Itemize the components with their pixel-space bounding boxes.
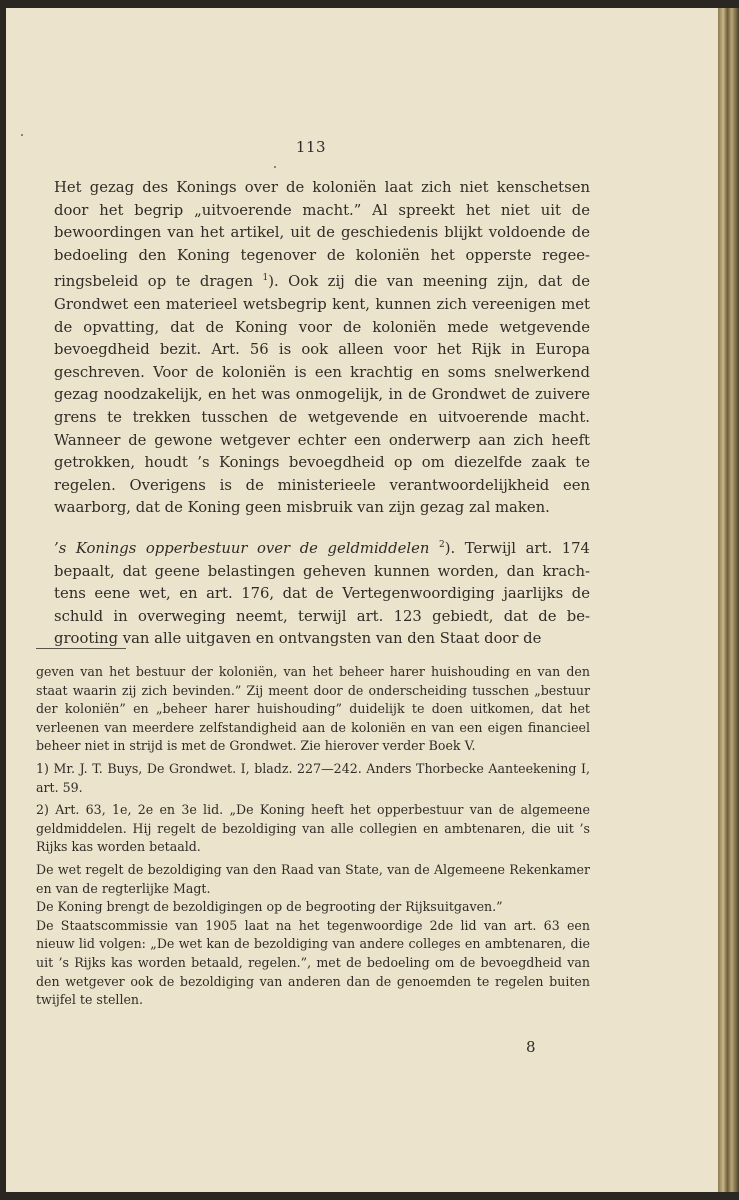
section-heading: ’s Konings opperbestuur over de geldmiddelen (54, 539, 430, 557)
speck (21, 134, 23, 136)
book-edge (718, 8, 739, 1192)
footnote-2-para-c: De Koning brengt de bezoldigingen op de begrooting der Rijksuitgaven.” (36, 899, 503, 915)
paragraph-text: ). Ook zij die van meening zijn, dat de Grondwet een materieel wetsbegrip kent, kunnen zich vereenigen met de opvatting, dat de Koning voor de koloniën mede wetgevende bevoegdheid bezit. Art. 56 is ook alleen voor het Rijk in Europa geschreven. Voor de koloniën is een krachtig en soms snelwerkend gezag noodzakelijk, en het was onmogelijk, in de Grondwet de zuivere grens te trekken tusschen de wetgevende en uitvoerende macht. Wanneer de gewone wetgever echter een onderwerp aan zich heeft getrokken, houdt ’s Konings bevoegdheid op om diezelfde zaak te regelen. Overigens is de ministerieele verantwoordelijkheid een waarborg, dat de Koning geen misbruik van zijn gezag zal maken. (54, 273, 590, 517)
speck (274, 166, 276, 168)
main-text (54, 177, 590, 651)
paragraph-executive-power (54, 177, 590, 520)
signature-mark: 8 (526, 1038, 536, 1056)
footnote-1: 1) Mr. J. T. Buys, De Grondwet. I, bladz. 227—242. Anders Thorbecke Aanteekening I, art. 59. (36, 760, 590, 795)
footnote-2-para-d: De Staatscommissie van 1905 laat na het tegenwoordige 2de lid van art. 63 een nieuw lid volgen: „De wet kan de bezoldiging van andere colleges en ambtenaren, die uit ’s Rijks kas worden betaald, regelen.”, met de bedoeling om de bevoegdheid van den wetgever ook de bezoldiging van anderen dan de genoemden te regelen buiten twijfel te stellen. (36, 917, 590, 1008)
footnote-divider (36, 648, 126, 649)
page-number: 113 (295, 138, 327, 156)
footnote-continuation: geven van het bestuur der koloniën, van het beheer harer huishouding en van den staat waarin zij zich bevinden.” Zij meent door de onderscheiding tusschen „bestuur der koloniën” en „beheer harer huishouding” duidelijk te doen uitkomen, dat het verleenen van meerdere zelfstandigheid aan de koloniën en van een eigen financieel beheer niet in strijd is met de Grondwet. Zie hierover verder Boek V. (36, 664, 590, 754)
paragraph-text: Het gezag des Konings over de koloniën laat zich niet kenschetsen door het begrip „uitvoerende macht.” Al spreekt het niet uit de bewoordingen van het artikel, uit de geschiedenis blijkt voldoende de bedoeling den Koning tegenover de koloniën het opperste regeeringsbeleid op te dragen (54, 179, 590, 291)
footnote-2: 2) Art. 63, 1e, 2e en 3e lid. „De Koning heeft het opperbestuur van de algemeene geldmiddelen. Hij regelt de bezoldiging van alle collegien en ambtenaren, die uit ’s Rijks kas worden betaald. (36, 802, 590, 855)
book-page (6, 8, 718, 1192)
footnote-ref: 2 (438, 539, 445, 550)
paragraph-finance (54, 534, 590, 651)
paragraph-text: ). Terwijl art. 174 bepaalt, dat geene belastingen geheven kunnen worden, dan krachtens eene wet, en art. 176, dat de Vertegenwoordiging jaarlijks de schuld in overweging neemt, terwijl art. 123 gebiedt, dat de begrooting van alle uitgaven en ontvangsten van den Staat door de (54, 539, 590, 648)
footnote-ref: 1 (262, 273, 269, 284)
footnote-2-para-b: De wet regelt de bezoldiging van den Raad van State, van de Algemeene Rekenkamer en van de regterlijke Magt. (36, 861, 590, 896)
footnotes (36, 663, 590, 1010)
